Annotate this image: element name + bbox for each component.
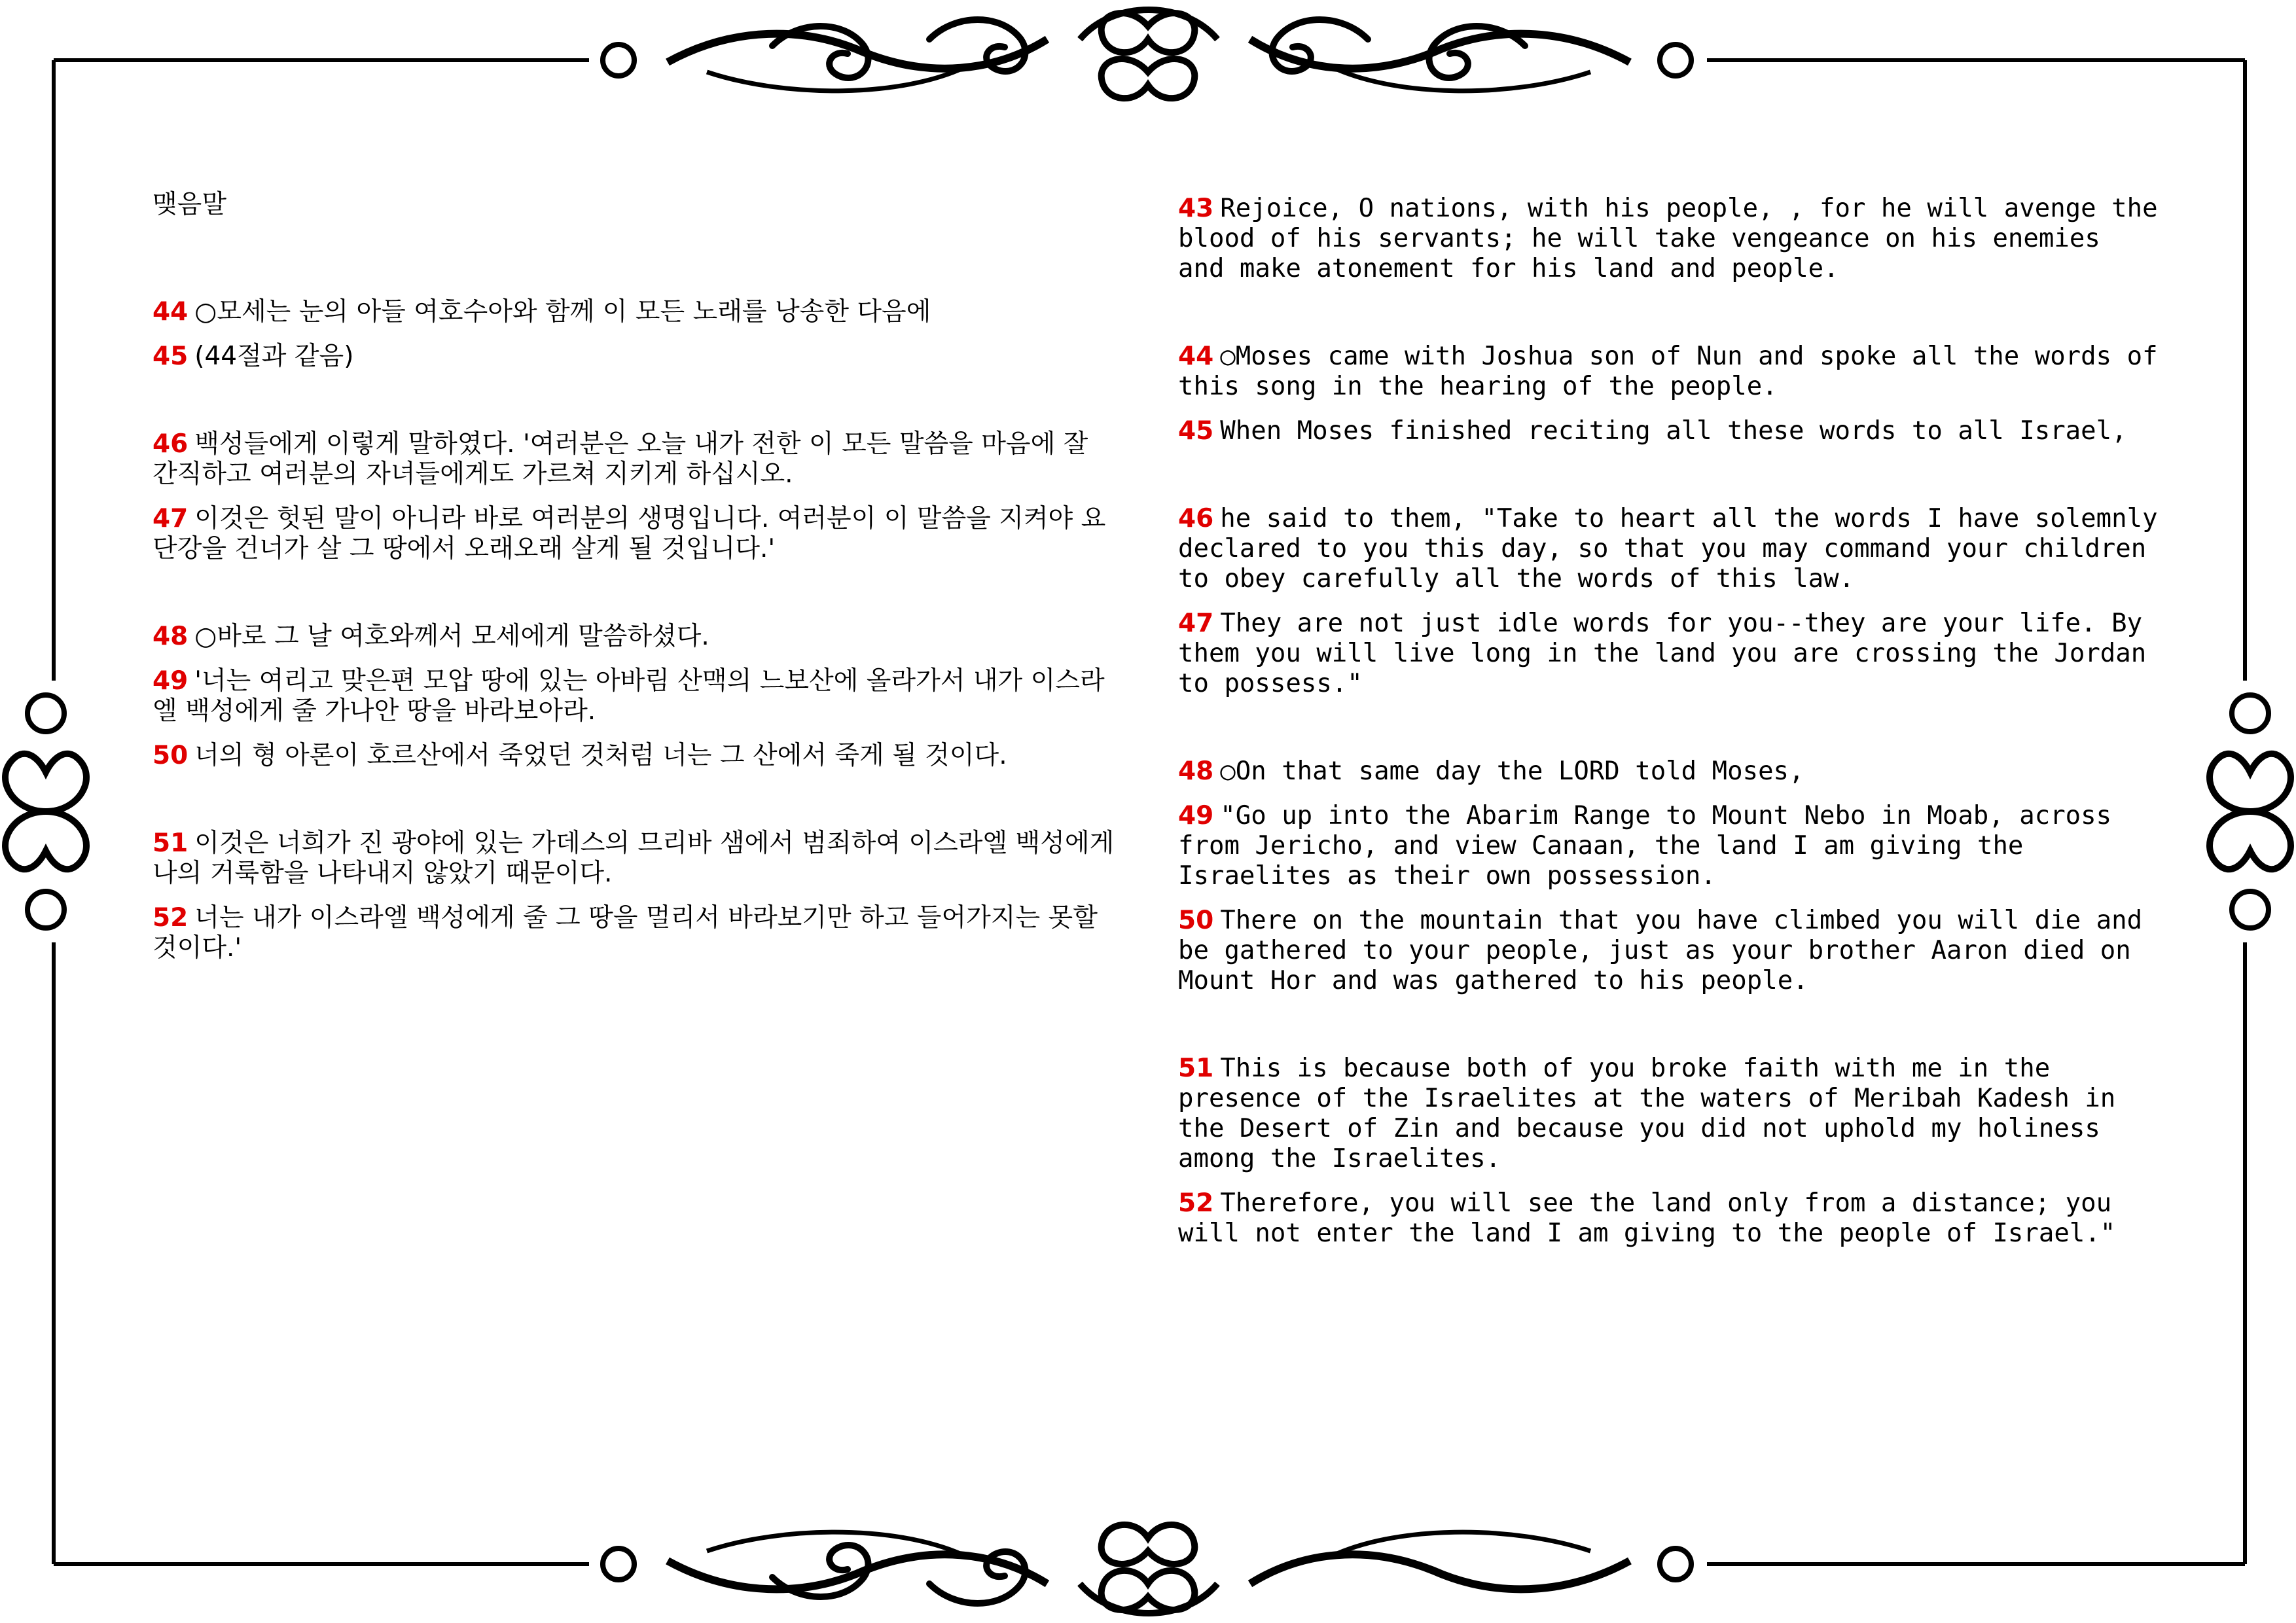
- verse-text: 백성들에게 이렇게 말하였다. '여러분은 오늘 내가 전한 이 모든 말씀을 마음에 잘 간직하고 여러분의 자녀들에게도 가르쳐 지키게 하십시오.: [152, 429, 1088, 489]
- verse-text: "Go up into the Abarim Range to Mount Nebo in Moab, across from Jericho, and view Canaan, the land I am giving the Israelites as their own possession.: [1178, 801, 2112, 891]
- verse-number: 43: [1178, 194, 1214, 223]
- verse-ko-48: [152, 622, 1115, 652]
- verse-text: 너는 내가 이스라엘 백성에게 줄 그 땅을 멀리서 바라보기만 하고 들어가지는 못할 것이다.': [152, 903, 1098, 963]
- verse-text: (44절과 같음): [194, 342, 354, 371]
- verse-en-51: [1178, 1054, 2160, 1174]
- verse-text: Rejoice, O nations, with his people, , for he will avenge the blood of his servants; he will take vengeance on his enemies and make atonement for his land and people.: [1178, 194, 2158, 283]
- verse-en-46: [1178, 504, 2160, 594]
- verse-text: he said to them, "Take to heart all the words I have solemnly declared to you this day, so that you may command your children to obey carefully all the words of this law.: [1178, 504, 2158, 594]
- verse-number: 52: [1178, 1188, 1214, 1218]
- verse-en-47: [1178, 609, 2160, 699]
- verse-ko-47: [152, 504, 1115, 564]
- top-ornament: [603, 10, 1691, 98]
- verse-text: Therefore, you will see the land only from a distance; you will not enter the land I am giving to the people of Israel.": [1178, 1188, 2116, 1248]
- left-side-ornament: [5, 695, 86, 928]
- verse-number: 48: [152, 622, 188, 651]
- verse-en-52: [1178, 1188, 2160, 1249]
- right-side-ornament: [2210, 695, 2291, 928]
- bottom-ornament: [603, 1525, 1691, 1613]
- verse-number: 51: [1178, 1054, 1214, 1083]
- verse-text: ○모세는 눈의 아들 여호수아와 함께 이 모든 노래를 낭송한 다음에: [194, 297, 931, 327]
- verse-en-49: [1178, 801, 2160, 891]
- verse-ko-51: [152, 829, 1115, 889]
- verse-text: When Moses finished reciting all these words to all Israel,: [1220, 416, 2127, 446]
- verse-text: ○Moses came with Joshua son of Nun and spoke all the words of this song in the hearing of the people.: [1178, 342, 2158, 401]
- verse-en-50: [1178, 906, 2160, 996]
- verse-ko-44: [152, 297, 1115, 327]
- verse-text: They are not just idle words for you--they are your life. By them you will live long in the land you are crossing the Jordan to possess.": [1178, 609, 2147, 698]
- section-heading: 맺음말: [152, 190, 227, 219]
- verse-ko-52: [152, 903, 1115, 963]
- verse-text: '너는 여리고 맞은편 모압 땅에 있는 아바림 산맥의 느보산에 올라가서 내가 이스라엘 백성에게 줄 가나안 땅을 바라보아라.: [152, 666, 1105, 726]
- verse-text: ○On that same day the LORD told Moses,: [1220, 757, 1804, 786]
- verse-ko-46: [152, 429, 1115, 490]
- verse-number: 49: [152, 666, 188, 696]
- verse-number: 44: [152, 297, 188, 327]
- verse-number: 52: [152, 903, 188, 933]
- verse-number: 45: [152, 342, 188, 371]
- verse-number: 46: [152, 429, 188, 459]
- verse-number: 45: [1178, 416, 1214, 446]
- verse-number: 47: [1178, 609, 1214, 638]
- verse-number: 44: [1178, 342, 1214, 371]
- verse-number: 47: [152, 504, 188, 533]
- verse-text: ○바로 그 날 여호와께서 모세에게 말씀하셨다.: [194, 622, 709, 651]
- verse-en-43: [1178, 194, 2160, 284]
- english-column: [1178, 194, 2160, 1263]
- verse-en-48: [1178, 757, 2160, 787]
- verse-text: 이것은 너희가 진 광야에 있는 가데스의 므리바 샘에서 범죄하여 이스라엘 백성에게 나의 거룩함을 나타내지 않았기 때문이다.: [152, 829, 1115, 888]
- verse-number: 50: [1178, 906, 1214, 935]
- verse-en-45: [1178, 416, 2160, 446]
- verse-text: There on the mountain that you have climbed you will die and be gathered to your people, just as your brother Aaron died on Mount Hor and was gathered to his people.: [1178, 906, 2143, 995]
- verse-ko-49: [152, 666, 1115, 726]
- verse-number: 50: [152, 741, 188, 770]
- verse-number: 51: [152, 829, 188, 858]
- verse-ko-45: [152, 342, 1115, 372]
- verse-text: 너의 형 아론이 호르산에서 죽었던 것처럼 너는 그 산에서 죽게 될 것이다.: [194, 741, 1007, 770]
- korean-column: [152, 190, 1115, 978]
- verse-number: 46: [1178, 504, 1214, 533]
- verse-number: 49: [1178, 801, 1214, 830]
- verse-text: This is because both of you broke faith with me in the presence of the Israelites at the waters of Meribah Kadesh in the Desert of Zin and because you did not uphold my holiness among the Israelites.: [1178, 1054, 2116, 1173]
- verse-en-44: [1178, 342, 2160, 402]
- verse-number: 48: [1178, 757, 1214, 786]
- verse-ko-50: [152, 741, 1115, 771]
- verse-text: 이것은 헛된 말이 아니라 바로 여러분의 생명입니다. 여러분이 이 말씀을 지켜야 요단강을 건너가 살 그 땅에서 오래오래 살게 될 것입니다.': [152, 504, 1106, 563]
